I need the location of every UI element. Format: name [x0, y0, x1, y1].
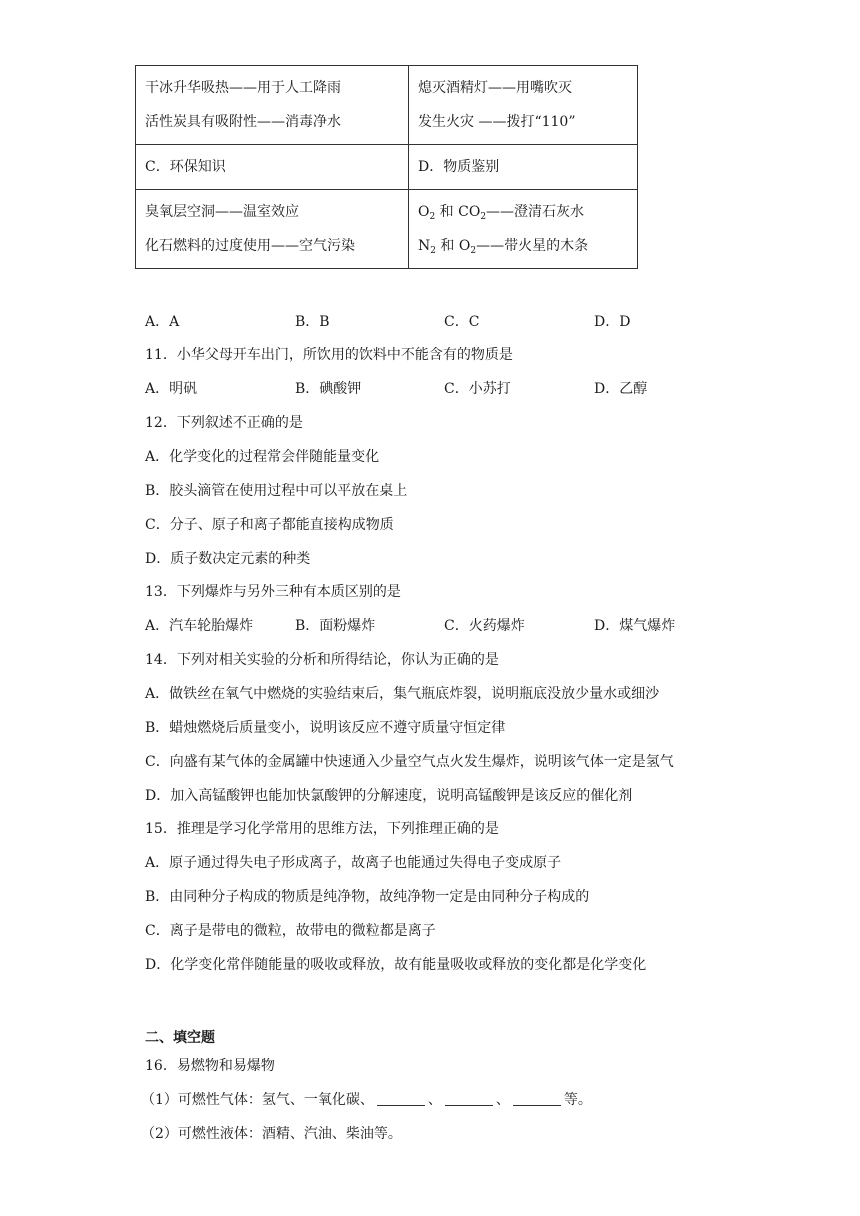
- formula-text: 和 O: [435, 238, 471, 254]
- option-d: D．质子数决定元素的种类: [145, 551, 311, 567]
- option-a: A．汽车轮胎爆炸: [145, 618, 254, 634]
- cell-line: 活性炭具有吸附性——消毒净水: [145, 114, 341, 130]
- option-c: C．离子是带电的微粒，故带电的微粒都是离子: [145, 923, 436, 939]
- separator: 、: [495, 1092, 510, 1108]
- question-stem: 12．下列叙述不正确的是: [145, 415, 303, 431]
- option-d: D．煤气爆炸: [594, 618, 676, 634]
- option-a: A．明矾: [145, 381, 198, 397]
- table-cell: [136, 190, 409, 269]
- table-cell-header: [409, 145, 638, 190]
- option-c: C．小苏打: [444, 381, 511, 397]
- question-stem: 13．下列爆炸与另外三种有本质区别的是: [145, 584, 401, 600]
- answer-blank[interactable]: [513, 1091, 561, 1106]
- fill-in-text: 等。: [563, 1092, 592, 1108]
- option-c: C．向盛有某气体的金属罐中快速通入少量空气点火发生爆炸，说明该气体一定是氢气: [145, 754, 674, 770]
- cell-line: 干冰升华吸热——用于人工降雨: [145, 80, 341, 96]
- subscript: 2: [470, 246, 477, 256]
- option-d: D．D: [594, 314, 631, 330]
- fill-in-text: （1）可燃性气体：氢气、一氧化碳、: [141, 1092, 374, 1108]
- subscript: 2: [480, 212, 487, 222]
- option-b: B．面粉爆炸: [295, 618, 376, 634]
- cell-line: 熄灭酒精灯——用嘴吹灭: [418, 80, 572, 96]
- option-b: B．胶头滴管在使用过程中可以平放在桌上: [145, 483, 408, 499]
- option-a: A．做铁丝在氧气中燃烧的实验结束后，集气瓶底炸裂，说明瓶底没放少量水或细沙: [145, 686, 660, 702]
- formula-text: ——澄清石灰水: [486, 204, 585, 220]
- question-stem: 15．推理是学习化学常用的思维方法，下列推理正确的是: [145, 821, 499, 837]
- subscript: 2: [430, 246, 436, 256]
- question-stem: 14．下列对相关实验的分析和所得结论，你认为正确的是: [145, 652, 499, 668]
- option-d: D．加入高锰酸钾也能加快氯酸钾的分解速度，说明高锰酸钾是该反应的催化剂: [145, 788, 633, 804]
- separator: 、: [427, 1092, 442, 1108]
- table-cell: [409, 66, 638, 145]
- cell-line: D．物质鉴别: [418, 159, 500, 175]
- fill-in-line: [141, 1090, 592, 1110]
- table-row: [136, 190, 638, 269]
- option-b: B．碘酸钾: [295, 381, 362, 397]
- cell-line: 臭氧层空洞——温室效应: [145, 204, 299, 220]
- cell-line: 化石燃料的过度使用——空气污染: [145, 238, 355, 254]
- formula-text: 和 CO: [435, 204, 481, 220]
- formula-text: N: [418, 238, 431, 254]
- formula-text: ——带火星的木条: [476, 238, 589, 254]
- question-stem: 11．小华父母开车出门，所饮用的饮料中不能含有的物质是: [145, 347, 513, 363]
- table-cell: [409, 190, 638, 269]
- answer-blank[interactable]: [377, 1091, 425, 1106]
- cell-line: [418, 195, 628, 229]
- option-b: B．蜡烛燃烧后质量变小，说明该反应不遵守质量守恒定律: [145, 720, 506, 736]
- option-d: D．乙醇: [594, 381, 648, 397]
- answer-blank[interactable]: [445, 1091, 493, 1106]
- option-c: C．火药爆炸: [444, 618, 525, 634]
- q10-option-table: [135, 65, 638, 269]
- option-c: C．分子、原子和离子都能直接构成物质: [145, 517, 394, 533]
- option-b: B．B: [295, 314, 330, 330]
- option-b: B．由同种分子构成的物质是纯净物，故纯净物一定是由同种分子构成的: [145, 889, 590, 905]
- option-c: C．C: [444, 314, 480, 330]
- table-cell: [136, 66, 409, 145]
- cell-line: [418, 229, 628, 263]
- option-a: A．A: [145, 314, 180, 330]
- option-a: A．化学变化的过程常会伴随能量变化: [145, 449, 380, 465]
- formula-text: O: [418, 204, 430, 220]
- question-stem: 16．易燃物和易爆物: [145, 1058, 275, 1074]
- cell-line: C．环保知识: [145, 159, 226, 175]
- table-row: [136, 145, 638, 190]
- table-cell-header: [136, 145, 409, 190]
- option-a: A．原子通过得失电子形成离子，故离子也能通过失得电子变成原子: [145, 855, 562, 871]
- cell-line: 发生火灾 ——拨打“110”: [418, 114, 576, 130]
- table-row: [136, 66, 638, 145]
- fill-in-line: （2）可燃性液体：酒精、汽油、柴油等。: [141, 1126, 402, 1142]
- option-d: D．化学变化常伴随能量的吸收或释放，故有能量吸收或释放的变化都是化学变化: [145, 957, 647, 973]
- section-title: 二、填空题: [145, 1030, 215, 1046]
- subscript: 2: [429, 212, 436, 222]
